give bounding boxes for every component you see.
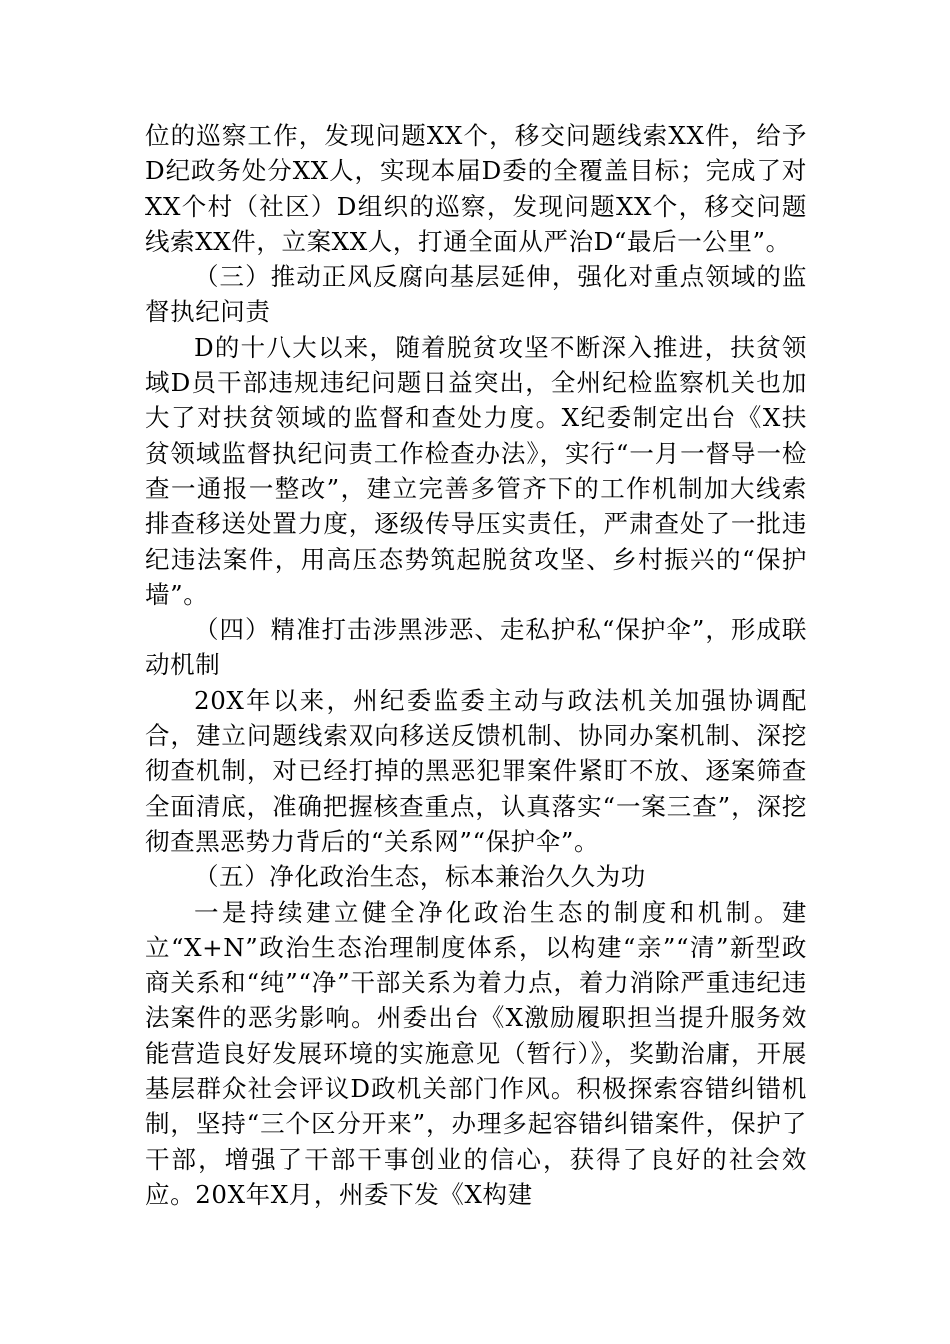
body-paragraph: 位的巡察工作，发现问题XX个，移交问题线索XX件，给予D纪政务处分XX人，实现本届D委的全覆盖目标；完成了对XX个村（社区）D组织的巡察，发现问题XX个，移交问题线索XX件，立案XX人，打通全面从严治D“最后一公里”。 (145, 121, 807, 256)
body-paragraph: 20X年以来，州纪委监委主动与政法机关加强协调配合，建立问题线索双向移送反馈机制、协同办案机制、深挖彻查机制，对已经打掉的黑恶犯罪案件紧盯不放、逐案筛查全面清底，准确把握核查重点，认真落实“一案三查”，深挖彻查黑恶势力背后的“关系网”“保护伞”。 (145, 685, 807, 856)
section-heading-3: （三）推动正风反腐向基层延伸，强化对重点领域的监督执纪问责 (145, 262, 807, 327)
body-paragraph: D的十八大以来，随着脱贫攻坚不断深入推进，扶贫领域D员干部违规违纪问题日益突出，全州纪检监察机关也加大了对扶贫领域的监督和查处力度。X纪委制定出台《X扶贫领域监督执纪问责工作检查办法》，实行“一月一督导一检查一通报一整改”，建立完善多管齐下的工作机制加大线索排查移送处置力度，逐级传导压实责任，严肃查处了一批违纪违法案件，用高压态势筑起脱贫攻坚、乡村振兴的“保护墙”。 (145, 332, 807, 609)
section-heading-4: （四）精准打击涉黑涉恶、走私护私“保护伞”，形成联动机制 (145, 615, 807, 680)
section-heading-5: （五）净化政治生态，标本兼治久久为功 (194, 862, 646, 892)
body-paragraph: 一是持续建立健全净化政治生态的制度和机制。建立“X+N”政治生态治理制度体系，以构建“亲”“清”新型政商关系和“纯”“净”干部关系为着力点，着力消除严重违纪违法案件的恶劣影响。州委出台《X激励履职担当提升服务效能营造良好发展环境的实施意见（暂行）》，奖勤治庸，开展基层群众社会评议D政机关部门作风。积极探索容错纠错机制，坚持“三个区分开来”，办理多起容错纠错案件，保护了干部，增强了干部干事创业的信心，获得了良好的社会效应。20X年X月，州委下发《X构建 (145, 897, 807, 1209)
document-body (145, 118, 807, 1212)
